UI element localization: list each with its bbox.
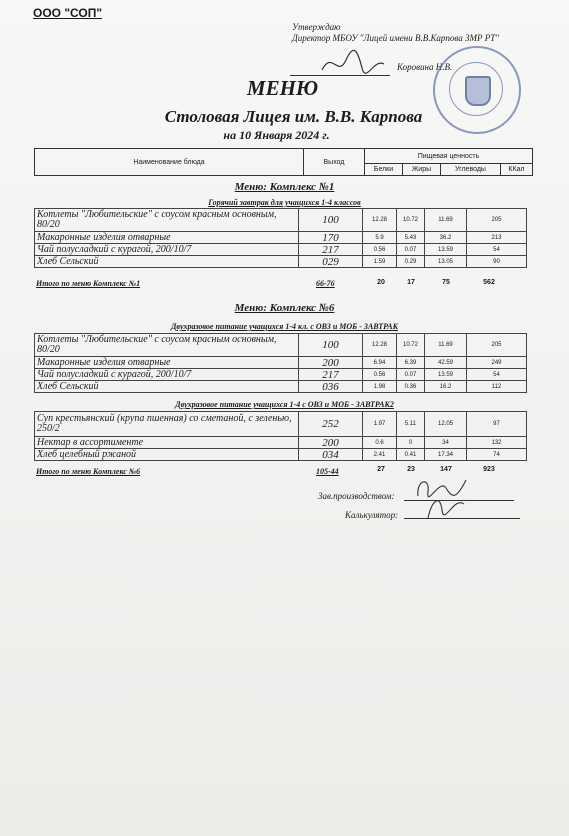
- complex-6-total-kcal: 923: [483, 466, 495, 473]
- complex-1-total-label: Итого по меню Комплекс №1: [36, 279, 141, 288]
- dish-kcal: 205: [467, 334, 527, 357]
- dish-kcal: 112: [467, 381, 527, 393]
- organization-name: ООО "СОП": [33, 6, 103, 20]
- dish-fat: 5.43: [397, 232, 425, 244]
- dish-yield: 100: [299, 334, 363, 357]
- dish-protein: 2.41: [363, 449, 397, 461]
- table-row: [35, 412, 527, 437]
- complex-1-total-carbs: 75: [442, 279, 450, 286]
- dish-fat: 5.11: [397, 412, 425, 437]
- dish-yield: 170: [299, 232, 363, 244]
- complex-6-total-fat: 23: [407, 466, 415, 473]
- complex-6-table-1: [34, 333, 527, 393]
- complex-1-title: Меню: Комплекс №1: [234, 181, 335, 193]
- table-row: [35, 209, 527, 232]
- table-row: [35, 232, 527, 244]
- table-row: [35, 256, 527, 268]
- dish-yield: 036: [299, 381, 363, 393]
- dish-kcal: 97: [467, 412, 527, 437]
- canteen-name: Столовая Лицея им. В.В. Карпова: [164, 107, 423, 126]
- header-yield: Выход: [304, 149, 365, 176]
- dish-carbs: 42.59: [425, 357, 467, 369]
- dish-protein: 0.56: [363, 369, 397, 381]
- dish-fat: 0.36: [397, 381, 425, 393]
- dish-protein: 0.6: [363, 437, 397, 449]
- dish-name: Котлеты "Любительские" с соусом красным основным, 80/20: [35, 334, 299, 357]
- dish-yield: 200: [299, 357, 363, 369]
- complex-6-table-2: [34, 411, 527, 461]
- header-fat: Жиры: [403, 164, 441, 176]
- dish-yield: 100: [299, 209, 363, 232]
- complex-6-total-carbs: 147: [440, 466, 452, 473]
- dish-name: Хлеб целебный ржаной: [35, 449, 299, 461]
- complex-6-meal-1: Двухразовое питание учащихся 1-4 кл. с ОВЗ и МОБ - ЗАВТРАК: [170, 322, 399, 331]
- dish-fat: 10.72: [397, 334, 425, 357]
- dish-name: Суп крестьянский (крупа пшенная) со сметаной, с зеленью, 250/2: [35, 412, 299, 437]
- dish-protein: 1.98: [363, 381, 397, 393]
- table-row: [35, 244, 527, 256]
- dish-carbs: 13.05: [425, 256, 467, 268]
- table-row: [35, 334, 527, 357]
- complex-6-total-protein: 27: [377, 466, 385, 473]
- complex-6-title: Меню: Комплекс №6: [234, 302, 335, 314]
- dish-name: Макаронные изделия отварные: [35, 232, 299, 244]
- dish-carbs: 13.59: [425, 369, 467, 381]
- dish-carbs: 13.59: [425, 244, 467, 256]
- table-row: [35, 381, 527, 393]
- dish-carbs: 34: [425, 437, 467, 449]
- dish-kcal: 205: [467, 209, 527, 232]
- director-signature: [318, 48, 388, 78]
- complex-1-total-protein: 20: [377, 279, 385, 286]
- calculator-label: Калькулятор:: [345, 510, 399, 520]
- production-manager-label: Зав.производством:: [318, 491, 395, 501]
- dish-name: Макаронные изделия отварные: [35, 357, 299, 369]
- dish-fat: 0.07: [397, 369, 425, 381]
- dish-protein: 5.9: [363, 232, 397, 244]
- approval-block: [292, 22, 522, 72]
- dish-fat: 0: [397, 437, 425, 449]
- dish-kcal: 54: [467, 244, 527, 256]
- dish-kcal: 132: [467, 437, 527, 449]
- dish-yield: 252: [299, 412, 363, 437]
- complex-6-meal-2: Двухразовое питание учащихся 1-4 с ОВЗ и МОБ - ЗАВТРАК2: [175, 400, 394, 409]
- table-row: [35, 357, 527, 369]
- dish-name: Чай полусладкий с курагой, 200/10/7: [35, 244, 299, 256]
- header-nutrition: Пищевая ценность: [365, 149, 533, 164]
- dish-yield: 217: [299, 244, 363, 256]
- dish-carbs: 11.69: [425, 209, 467, 232]
- complex-1-total-kcal: 562: [483, 279, 495, 286]
- approval-name: Коровина Н.В.: [397, 62, 453, 72]
- dish-carbs: 17.34: [425, 449, 467, 461]
- calculator-signature: [420, 490, 470, 522]
- dish-carbs: 36.2: [425, 232, 467, 244]
- dish-name: Нектар в ассортименте: [35, 437, 299, 449]
- dish-yield: 034: [299, 449, 363, 461]
- dish-yield: 217: [299, 369, 363, 381]
- document-title: МЕНЮ: [246, 76, 319, 100]
- dish-fat: 0.29: [397, 256, 425, 268]
- dish-carbs: 11.69: [425, 334, 467, 357]
- dish-protein: 1.97: [363, 412, 397, 437]
- table-row: [35, 437, 527, 449]
- dish-kcal: 249: [467, 357, 527, 369]
- header-carbs: Углеводы: [441, 164, 501, 176]
- dish-kcal: 74: [467, 449, 527, 461]
- dish-yield: 029: [299, 256, 363, 268]
- header-kcal: ККал: [500, 164, 532, 176]
- dish-protein: 6.94: [363, 357, 397, 369]
- dish-fat: 0.07: [397, 244, 425, 256]
- dish-protein: 12.28: [363, 334, 397, 357]
- dish-name: Хлеб Сельский: [35, 381, 299, 393]
- complex-1-table: [34, 208, 527, 268]
- approval-line-1: Утверждаю: [292, 22, 341, 32]
- dish-fat: 10.72: [397, 209, 425, 232]
- dish-protein: 0.56: [363, 244, 397, 256]
- complex-1-total-fat: 17: [407, 279, 415, 286]
- dish-yield: 200: [299, 437, 363, 449]
- dish-protein: 12.28: [363, 209, 397, 232]
- dish-carbs: 12.05: [425, 412, 467, 437]
- dish-name: Чай полусладкий с курагой, 200/10/7: [35, 369, 299, 381]
- dish-protein: 1.59: [363, 256, 397, 268]
- approval-line-2: Директор МБОУ "Лицей имени В.В.Карпова ЗМР РТ": [292, 33, 499, 43]
- table-row: [35, 369, 527, 381]
- complex-1-meal: Горячий завтрак для учащихся 1-4 классов: [208, 198, 361, 207]
- header-name: Наименование блюда: [35, 149, 304, 176]
- table-row: [35, 449, 527, 461]
- dish-kcal: 213: [467, 232, 527, 244]
- dish-name: Котлеты "Любительские" с соусом красным основным, 80/20: [35, 209, 299, 232]
- table-header: [34, 148, 533, 176]
- dish-name: Хлеб Сельский: [35, 256, 299, 268]
- menu-date: на 10 Января 2024 г.: [223, 128, 330, 142]
- dish-fat: 0.41: [397, 449, 425, 461]
- complex-6-total-yield: 105-44: [316, 467, 339, 476]
- dish-kcal: 54: [467, 369, 527, 381]
- dish-kcal: 90: [467, 256, 527, 268]
- header-protein: Белки: [365, 164, 403, 176]
- dish-fat: 6.39: [397, 357, 425, 369]
- dish-carbs: 16.2: [425, 381, 467, 393]
- complex-1-total-yield: 66-76: [316, 279, 335, 288]
- complex-6-total-label: Итого по меню Комплекс №6: [36, 467, 141, 476]
